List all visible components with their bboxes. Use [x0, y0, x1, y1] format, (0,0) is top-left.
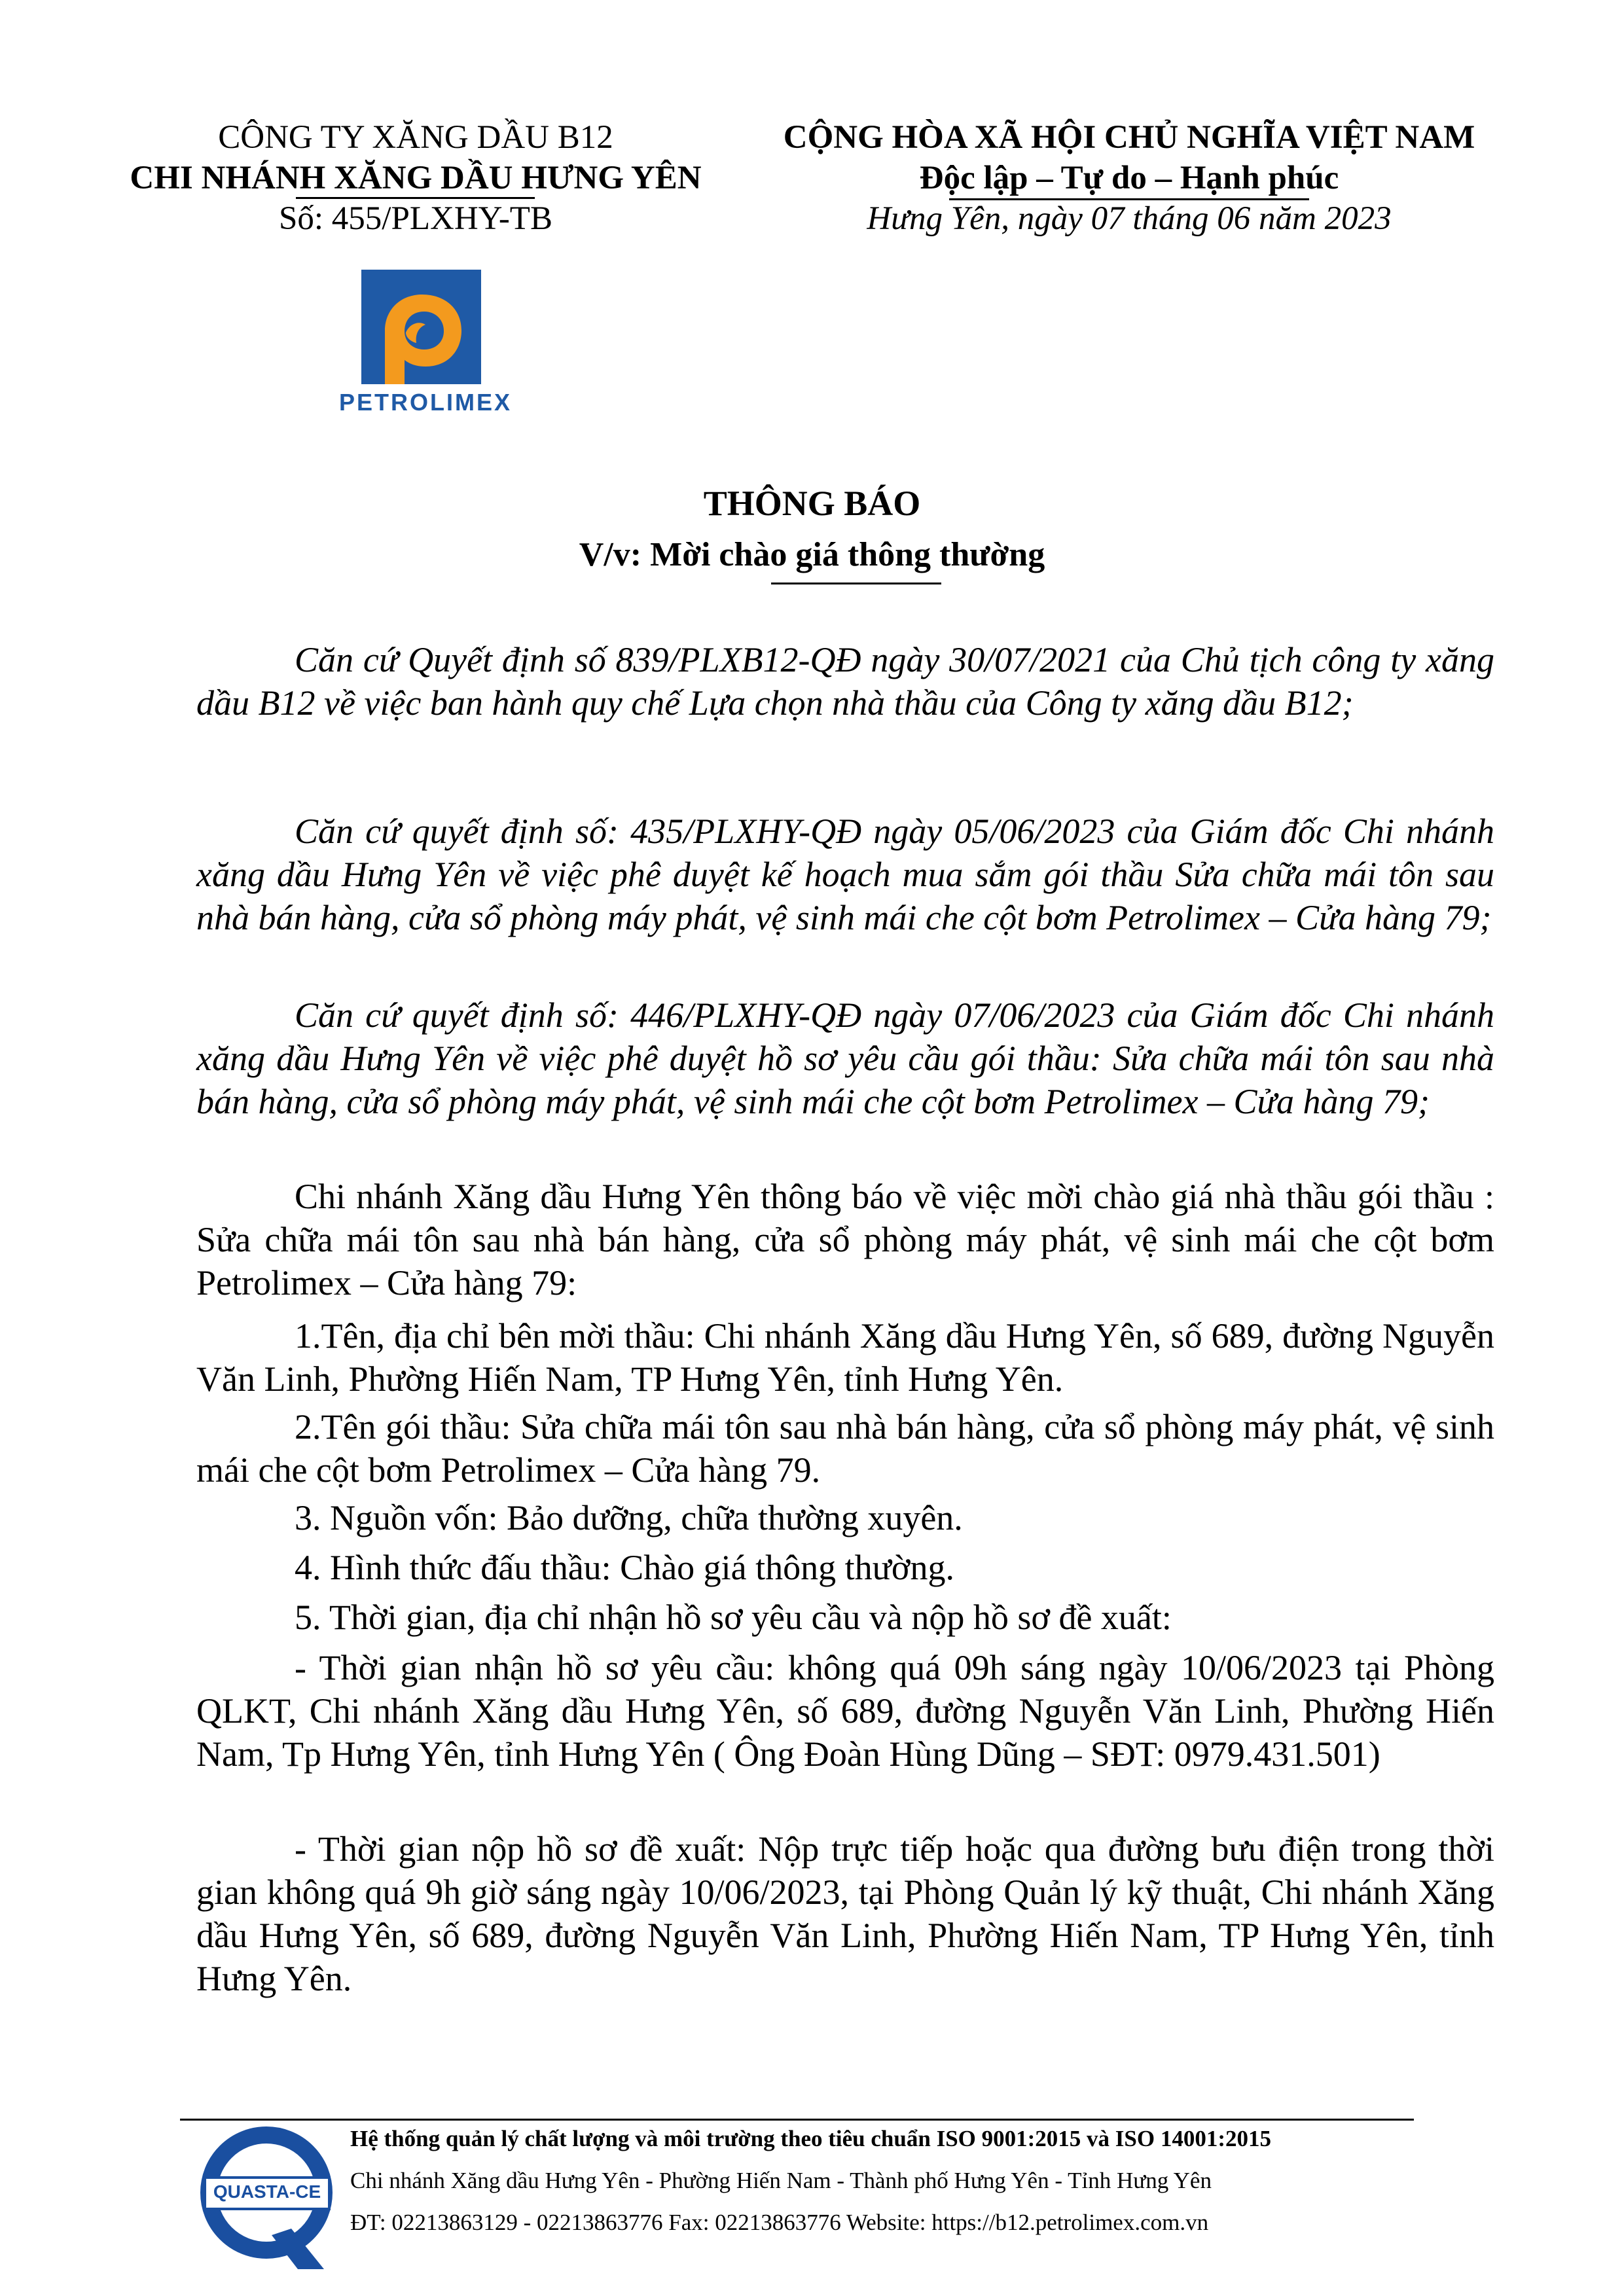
item-receive-documents: - Thời gian nhận hồ sơ yêu cầu: không quá 09h sáng ngày 10/06/2023 tại Phòng QLKT, Chi nhánh Xăng dầu Hưng Yên, số 689, đường Nguyễn Văn Linh, Phường Hiến Nam, Tp Hưng Yên, tỉnh Hưng Yên ( Ông Đoàn Hùng Dũng – SĐT: 0979.431.501) — [196, 1648, 1494, 1774]
announcement-intro: Chi nhánh Xăng dầu Hưng Yên thông báo về việc mời chào giá nhà thầu gói thầu : Sửa chữa mái tôn sau nhà bán hàng, cửa sổ phòng máy phát, vệ sinh mái che cột bơm Petrolimex – Cửa hàng 79: — [196, 1177, 1494, 1302]
notice-subject: V/v: Mời chào giá thông thường — [579, 536, 1045, 573]
footer-divider — [180, 2119, 1414, 2121]
petrolimex-wordmark: PETROLIMEX — [338, 389, 513, 416]
branch-name: CHI NHÁNH XĂNG DẦU HƯNG YÊN — [130, 160, 702, 196]
footer-iso-line: Hệ thống quản lý chất lượng và môi trường theo tiêu chuẩn ISO 9001:2015 và ISO 14001:2015 — [350, 2126, 1272, 2151]
quasta-seal-text: QUASTA-CE — [213, 2181, 321, 2202]
country-name: CỘNG HÒA XÃ HỘI CHỦ NGHĨA VIỆT NAM — [783, 119, 1475, 156]
legal-basis-2: Căn cứ quyết định số: 435/PLXHY-QĐ ngày 05/06/2023 của Giám đốc Chi nhánh xăng dầu Hưng Yên về việc phê duyệt kế hoạch mua sắm gói thầu Sửa chữa mái tôn sau nhà bán hàng, cửa sổ phòng máy phát, vệ sinh mái che cột bơm Petrolimex – Cửa hàng 79; — [196, 812, 1494, 937]
place-and-date: Hưng Yên, ngày 07 tháng 06 năm 2023 — [867, 200, 1392, 237]
subject-underline — [771, 583, 941, 584]
quasta-seal — [193, 2124, 344, 2274]
item-inviting-party: 1.Tên, địa chỉ bên mời thầu: Chi nhánh Xăng dầu Hưng Yên, số 689, đường Nguyễn Văn Linh, Phường Hiến Nam, TP Hưng Yên, tỉnh Hưng Yên. — [196, 1316, 1494, 1399]
footer-contact-line: ĐT: 02213863129 - 02213863776 Fax: 02213863776 Website: https://b12.petrolimex.com.vn — [350, 2210, 1209, 2235]
legal-basis-1: Căn cứ Quyết định số 839/PLXB12-QĐ ngày 30/07/2021 của Chủ tịch công ty xăng dầu B12 về việc ban hành quy chế Lựa chọn nhà thầu của Công ty xăng dầu B12; — [196, 640, 1494, 723]
item-funding-source: 3. Nguồn vốn: Bảo dưỡng, chữa thường xuyên. — [295, 1498, 963, 1537]
notice-title: THÔNG BÁO — [703, 484, 921, 523]
company-name: CÔNG TY XĂNG DẦU B12 — [218, 119, 613, 156]
legal-basis-3: Căn cứ quyết định số: 446/PLXHY-QĐ ngày 07/06/2023 của Giám đốc Chi nhánh xăng dầu Hưng Yên về việc phê duyệt hồ sơ yêu cầu gói thầu: Sửa chữa mái tôn sau nhà bán hàng, cửa sổ phòng máy phát, vệ sinh mái che cột bơm Petrolimex – Cửa hàng 79; — [196, 996, 1494, 1121]
footer-address-line: Chi nhánh Xăng dầu Hưng Yên - Phường Hiến Nam - Thành phố Hưng Yên - Tỉnh Hưng Yên — [350, 2168, 1212, 2193]
document-number: Số: 455/PLXHY-TB — [279, 200, 552, 237]
item-time-address: 5. Thời gian, địa chỉ nhận hồ sơ yêu cầu và nộp hồ sơ đề xuất: — [295, 1598, 1172, 1637]
item-bidding-form: 4. Hình thức đấu thầu: Chào giá thông thường. — [295, 1548, 954, 1587]
petrolimex-logo — [327, 262, 524, 419]
item-submit-proposal: - Thời gian nộp hồ sơ đề xuất: Nộp trực tiếp hoặc qua đường bưu điện trong thời gian không quá 9h giờ sáng ngày 10/06/2023, tại Phòng Quản lý kỹ thuật, Chi nhánh Xăng dầu Hưng Yên, số 689, đường Nguyễn Văn Linh, Phường Hiến Nam, TP Hưng Yên, tỉnh Hưng Yên. — [196, 1829, 1494, 1998]
item-package-name: 2.Tên gói thầu: Sửa chữa mái tôn sau nhà bán hàng, cửa sổ phòng máy phát, vệ sinh mái che cột bơm Petrolimex – Cửa hàng 79. — [196, 1407, 1494, 1490]
national-motto: Độc lập – Tự do – Hạnh phúc — [919, 160, 1339, 196]
